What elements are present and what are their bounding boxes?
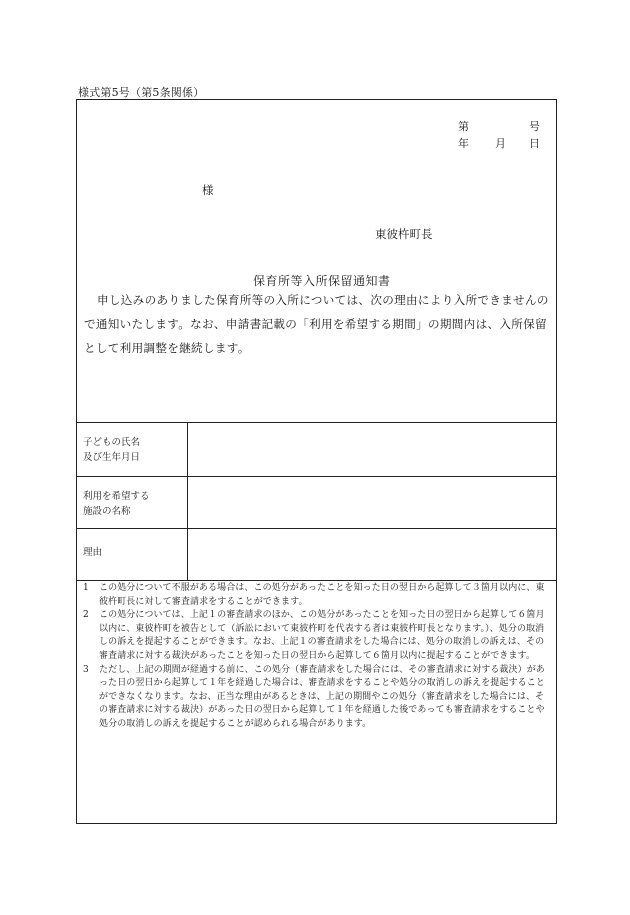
field-label-child: 子どもの氏名 及び生年月日 bbox=[83, 437, 141, 463]
row-divider bbox=[77, 528, 556, 529]
number-prefix: 第 bbox=[458, 120, 469, 133]
note-item: 3 ただし、上記の期間が経過する前に、この処分（審査請求をした場合には、その審査請求に対する裁決）があった日の翌日から起算して１年を経過した場合は、審査請求をすることや処分の取消しの訴えを提起することができなくなります。なお、正当な理由があるときは、上記の期間やこの処分（審査請求をした場合には、その審査請求に対する裁決）があった日の翌日から起算して１年を経過した後であっても審査請求をすることや処分の取消しの訴えを提起することが認められる場合があります。 bbox=[83, 664, 545, 729]
issuer-name: 東彼杵町長 bbox=[375, 227, 433, 241]
form-number-label: 様式第5号（第5条関係） bbox=[78, 86, 205, 99]
date-month: 月 bbox=[495, 137, 506, 150]
notice-form bbox=[76, 99, 557, 824]
document-title: 保育所等入所保留通知書 bbox=[253, 274, 391, 288]
date-year: 年 bbox=[458, 137, 469, 150]
appeal-notes bbox=[83, 582, 551, 732]
addressee-honorific: 様 bbox=[202, 183, 214, 197]
field-label-reason: 理由 bbox=[83, 547, 103, 558]
number-suffix: 号 bbox=[529, 120, 540, 133]
row-divider bbox=[77, 476, 556, 477]
note-item: 1 この処分について不服がある場合は、この処分があったことを知った日の翌日から起算して３箇月以内に、東彼杵町長に対して審査請求をすることができます。 bbox=[83, 583, 545, 607]
note-item: 2 この処分については、上記１の審査請求のほか、この処分があったことを知った日の翌日から起算して６箇月以内に、東彼杵町を被告として（訴訟において東彼杵町を代表する者は東彼杵町長となります。）、処分の取消しの訴えを提起することができます。なお、上記１の審査請求をした場合には、処分の取消しの訴えは、その審査請求に対する裁決があったことを知った日の翌日から起算して６箇月以内に提起することができます。 bbox=[83, 610, 545, 661]
table-bottom-border bbox=[77, 580, 556, 581]
field-label-facility: 利用を希望する 施設の名称 bbox=[83, 491, 150, 517]
column-divider bbox=[187, 422, 188, 580]
date-day: 日 bbox=[529, 137, 540, 150]
notice-body: 申し込みのありました保育所等の入所については、次の理由により入所できませんので通知いたします。なお、申請書記載の「利用を希望する期間」の期間内は、入所保留として利用調整を継続します。 bbox=[84, 293, 549, 355]
table-top-border bbox=[77, 422, 556, 423]
